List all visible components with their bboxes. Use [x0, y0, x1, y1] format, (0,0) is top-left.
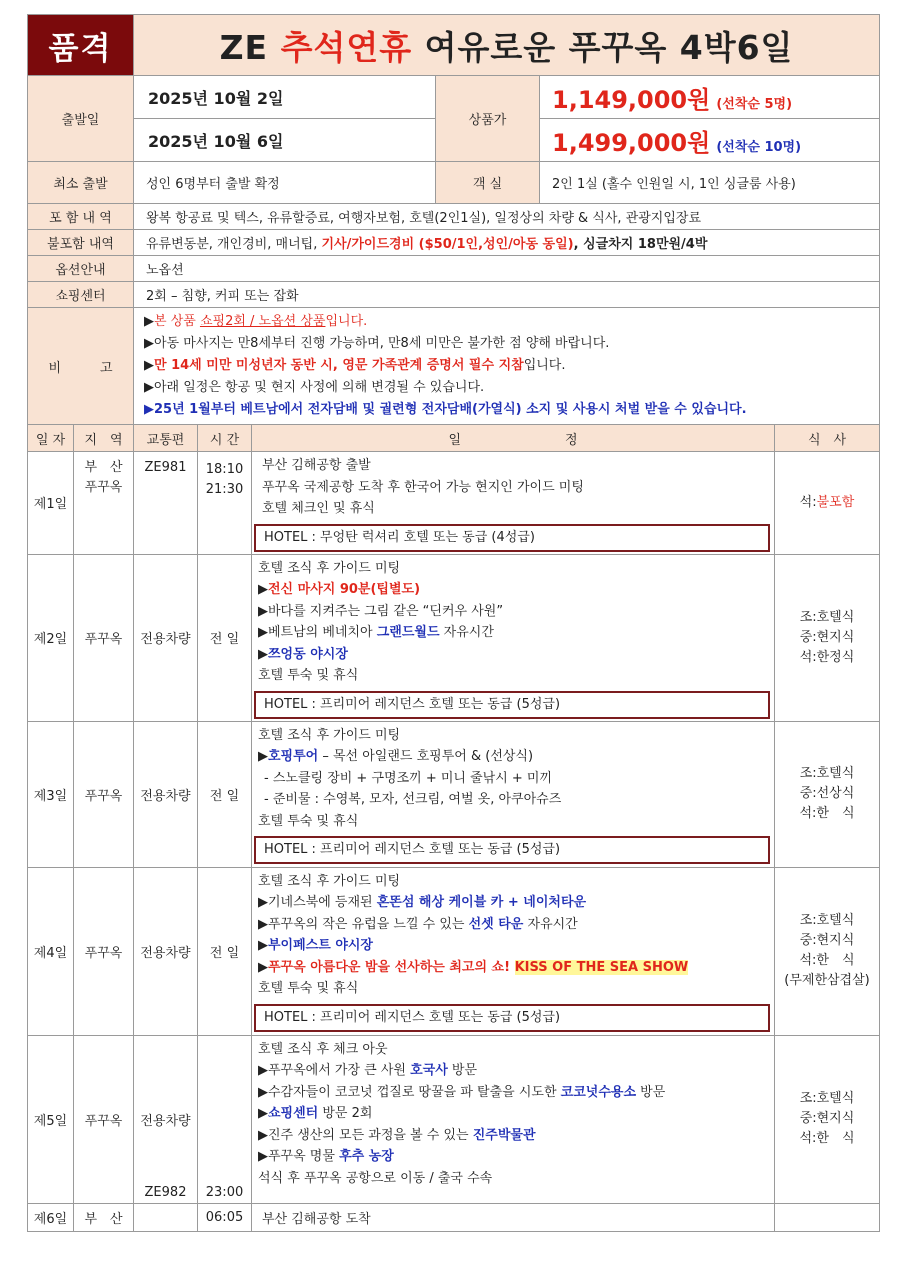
table-row	[28, 1035, 880, 1203]
day-6-transport	[134, 1203, 198, 1231]
day-6-region: 부 산	[74, 1203, 134, 1231]
exclude-label: 불포함 내역	[28, 230, 134, 256]
day-1-transport: ZE981	[134, 452, 198, 555]
col-header-region: 지 역	[74, 425, 134, 452]
day-4-show-highlight: KISS OF THE SEA SHOW	[514, 959, 689, 975]
day-6-label: 제6일	[28, 1203, 74, 1231]
day-5-line-3-a: ▶수감자들이 코코넛 껍질로 땅꿀을 파 탈출을 시도한	[258, 1084, 561, 1100]
price-2	[540, 119, 880, 162]
day-5-meal-1: 조:호텔식	[799, 1091, 855, 1106]
day-2-line-4	[258, 622, 770, 644]
day-4-label: 제4일	[28, 867, 74, 1035]
remarks-block	[134, 308, 880, 425]
day-5-transport	[134, 1035, 198, 1203]
departure-date-1: 2025년 10월 2일	[134, 76, 436, 119]
day-3-line-2	[258, 746, 770, 768]
day-3-transport: 전용차량	[134, 721, 198, 867]
day-2-line-4-a: ▶베트남의 베네치아	[258, 625, 377, 640]
remark-5: ▶25년 1월부터 베트남에서 전자담배 및 궐련형 전자담배(가열식) 소지 및 사용시 처벌 받을 수 있습니다.	[144, 402, 747, 417]
room-value: 2인 1실 (홀수 인원일 시, 1인 싱글룸 사용)	[540, 162, 880, 204]
day-4-line-3-a: ▶푸꾸옥의 작은 유럽을 느낄 수 있는	[258, 916, 469, 932]
day-3-line-3: - 스노클링 장비 + 구명조끼 + 미니 줄낚시 + 미끼	[264, 770, 553, 786]
exclude-text-b: , 싱글차지 18만원/4박	[573, 237, 708, 252]
day-4-line-5-text: 푸꾸옥 아름다운 밤을 선사하는 최고의 쇼!	[268, 959, 515, 975]
day-2-meal-3: 석:한정식	[799, 649, 855, 665]
shopping-label: 쇼핑센터	[28, 282, 134, 308]
price-1-amount: 1,149,000원	[552, 85, 711, 114]
day-4-line-3	[258, 914, 770, 936]
day-5-meals	[775, 1035, 880, 1203]
day-2-region: 푸꾸옥	[74, 554, 134, 721]
day-1-line-1: 부산 김해공항 출발	[262, 458, 371, 473]
day-2-line-5	[258, 644, 770, 666]
day-1-time-2: 21:30	[205, 482, 244, 497]
day-2-line-5-text: 쯔엉동 야시장	[268, 646, 348, 662]
day-3-line-2-bullet: ▶	[258, 749, 268, 764]
day-3-hotel: HOTEL : 프리미어 레지던스 호텔 또는 동급 (5성급)	[254, 836, 770, 864]
day-2-line-2-bullet: ▶	[258, 582, 268, 597]
remark-2: ▶아동 마사지는 만8세부터 진행 가능하며, 만8세 미만은 불가한 점 양해 바랍니다.	[144, 336, 610, 351]
title-highlight: 추석연휴	[280, 27, 413, 67]
day-2-line-3: ▶바다를 지켜주는 그림 같은 “딘커우 사원”	[258, 603, 504, 619]
day-3-region: 푸꾸옥	[74, 721, 134, 867]
day-5-line-1: 호텔 조식 후 체크 아웃	[258, 1041, 388, 1057]
option-label: 옵션안내	[28, 256, 134, 282]
day-4-region: 푸꾸옥	[74, 867, 134, 1035]
day-3-meal-1: 조:호텔식	[799, 766, 855, 781]
day-3-meal-2: 중:선상식	[799, 786, 855, 801]
page-title	[134, 15, 880, 76]
day-2-line-1: 호텔 조식 후 가이드 미팅	[258, 560, 401, 576]
day-3-line-2-c: – 목선 아일랜드 호핑투어 & (선상식)	[318, 749, 534, 764]
col-header-time: 시 간	[198, 425, 252, 452]
itinerary-sheet	[27, 14, 879, 1232]
exclude-text-a: 유류변동분, 개인경비, 매너팁,	[146, 237, 322, 252]
day-5-transport-1: 전용차량	[140, 1113, 191, 1129]
day-4-hotel: HOTEL : 프리미어 레지던스 호텔 또는 동급 (5성급)	[254, 1004, 770, 1032]
min-departure-value: 성인 6명부터 출발 확정	[134, 162, 436, 204]
day-6-schedule: 부산 김해공항 도착	[252, 1203, 775, 1231]
day-2-line-2	[258, 579, 770, 601]
day-5-line-4	[258, 1103, 770, 1125]
remark-3	[144, 355, 869, 377]
day-1-region	[74, 452, 134, 555]
remark-3-end: 입니다.	[523, 358, 566, 373]
day-5-meal-3: 석:한 식	[799, 1131, 855, 1146]
day-1-time	[198, 452, 252, 555]
day-4-line-4-bullet: ▶	[258, 938, 268, 953]
day-2-time: 전 일	[198, 554, 252, 721]
day-5-line-3-c: 방문	[636, 1084, 666, 1100]
day-3-label: 제3일	[28, 721, 74, 867]
schedule-table	[27, 424, 880, 1232]
day-4-line-5-bullet: ▶	[258, 959, 268, 975]
table-row	[28, 554, 880, 721]
table-row	[28, 721, 880, 867]
day-1-schedule	[252, 452, 775, 555]
price-1	[540, 76, 880, 119]
remark-1-bullet: ▶	[144, 314, 154, 329]
day-5-line-7: 석식 후 푸꾸옥 공항으로 이동 / 출국 수속	[258, 1170, 493, 1186]
day-4-transport: 전용차량	[134, 867, 198, 1035]
day-5-meal-2: 중:현지식	[799, 1111, 855, 1126]
day-3-time: 전 일	[198, 721, 252, 867]
remarks-label: 비 고	[28, 308, 134, 425]
day-5-line-6-a: ▶푸꾸옥 명물	[258, 1149, 340, 1164]
day-1-label: 제1일	[28, 452, 74, 555]
day-5-line-2	[258, 1060, 770, 1082]
day-5-transport-2: ZE982	[144, 1184, 187, 1200]
day-4-meal-2: 중:현지식	[799, 933, 855, 948]
day-5-line-5	[258, 1125, 770, 1147]
day-5-line-6-b: 후추 농장	[339, 1149, 394, 1164]
day-4-meal-1: 조:호텔식	[799, 913, 855, 928]
day-5-line-6	[258, 1146, 770, 1168]
day-4-time: 전 일	[198, 867, 252, 1035]
day-3-line-1: 호텔 조식 후 가이드 미팅	[258, 727, 401, 743]
day-4-line-2-a: ▶기네스북에 등재된	[258, 895, 377, 910]
remark-1-text: 본 상품	[154, 314, 200, 329]
info-table	[27, 14, 880, 425]
col-header-schedule: 일 정	[252, 425, 775, 452]
day-5-line-4-b: 쇼핑센터	[268, 1106, 319, 1121]
day-4-schedule	[252, 867, 775, 1035]
day-6-meals	[775, 1203, 880, 1231]
day-4-line-4-text: 부이페스트 야시장	[268, 938, 373, 953]
departure-label: 출발일	[28, 76, 134, 162]
day-1-line-2: 푸꾸옥 국제공항 도착 후 한국어 가능 현지인 가이드 미팅	[262, 479, 584, 495]
day-4-line-1: 호텔 조식 후 가이드 미팅	[258, 873, 401, 889]
day-2-schedule	[252, 554, 775, 721]
remark-1-end: 입니다.	[325, 314, 368, 329]
remark-4: ▶아래 일정은 항공 및 현지 사정에 의해 변경될 수 있습니다.	[144, 380, 485, 395]
day-1-time-1: 18:10	[205, 462, 244, 477]
day-4-line-5	[258, 957, 770, 979]
day-2-line-5-bullet: ▶	[258, 646, 268, 662]
day-1-line-3: 호텔 체크인 및 휴식	[262, 501, 375, 516]
day-4-line-2-b: 혼똔섬 해상 케이블 카 + 네이처타운	[376, 895, 587, 910]
day-4-line-3-c: 자유시간	[523, 916, 578, 932]
table-row	[28, 1203, 880, 1231]
day-4-meals	[775, 867, 880, 1035]
day-3-line-5: 호텔 투숙 및 휴식	[258, 813, 359, 829]
day-4-meal-4: (무제한삼겹살)	[784, 973, 870, 988]
day-1-meal-label: 석:	[799, 494, 817, 510]
day-5-line-5-a: ▶진주 생산의 모든 과정을 볼 수 있는	[258, 1127, 473, 1143]
day-5-region: 푸꾸옥	[74, 1035, 134, 1203]
day-4-meal-3: 석:한 식	[799, 953, 855, 968]
day-5-schedule	[252, 1035, 775, 1203]
col-header-transport: 교통편	[134, 425, 198, 452]
shopping-value: 2회 – 침향, 커피 또는 잡화	[134, 282, 880, 308]
day-2-label: 제2일	[28, 554, 74, 721]
day-1-meals	[775, 452, 880, 555]
day-2-meals	[775, 554, 880, 721]
title-suffix: 여유로운 푸꾸옥 4박6일	[424, 27, 794, 67]
departure-date-2: 2025년 10월 6일	[134, 119, 436, 162]
day-5-line-4-a: ▶	[258, 1106, 268, 1121]
day-2-line-6: 호텔 투숙 및 휴식	[258, 668, 359, 683]
day-2-transport: 전용차량	[134, 554, 198, 721]
table-row	[28, 452, 880, 555]
day-2-hotel: HOTEL : 프리미어 레지던스 호텔 또는 동급 (5성급)	[254, 691, 770, 719]
day-1-region-2: 푸꾸옥	[84, 480, 123, 495]
day-2-line-2-text: 전신 마사지 90분(팁별도)	[268, 582, 421, 597]
day-3-line-4: - 준비물 : 수영복, 모자, 선크림, 여벌 옷, 아쿠아슈즈	[264, 792, 562, 807]
day-2-meal-1: 조:호텔식	[799, 609, 855, 625]
day-2-line-4-c: 자유시간	[439, 625, 494, 640]
day-1-hotel: HOTEL : 무엉탄 럭셔리 호텔 또는 동급 (4성급)	[254, 524, 770, 552]
day-3-meal-3: 석:한 식	[799, 806, 855, 821]
day-5-line-2-a: ▶푸꾸옥에서 가장 큰 사원	[258, 1063, 411, 1078]
price-2-note: (선착순 10명)	[716, 139, 802, 155]
exclude-value	[134, 230, 880, 256]
col-header-meals: 식 사	[775, 425, 880, 452]
day-3-line-2-b: 호핑투어	[268, 749, 319, 764]
day-5-label: 제5일	[28, 1035, 74, 1203]
table-row	[28, 867, 880, 1035]
room-label: 객 실	[436, 162, 540, 204]
day-5-line-5-b: 진주박물관	[472, 1127, 536, 1143]
remark-3-bold: 만 14세 미만 미성년자 동반 시, 영문 가족관계 증명서 필수 지참	[154, 358, 524, 373]
day-3-schedule	[252, 721, 775, 867]
remark-3-bullet: ▶	[144, 358, 154, 373]
option-value: 노옵션	[134, 256, 880, 282]
include-label: 포 함 내 역	[28, 204, 134, 230]
day-1-meal-value: 불포함	[816, 494, 855, 510]
remark-1-underlined: 쇼핑2회 / 노옵션 상품	[199, 314, 326, 329]
day-2-meal-2: 중:현지식	[799, 629, 855, 645]
day-5-line-4-c: 방문 2회	[318, 1106, 373, 1121]
min-departure-label: 최소 출발	[28, 162, 134, 204]
exclude-text-red: 기사/가이드경비 ($50/1인,성인/아동 동일)	[321, 237, 574, 252]
remark-1	[144, 311, 869, 333]
day-1-region-1: 부 산	[84, 460, 123, 475]
price-2-amount: 1,499,000원	[552, 128, 711, 157]
title-prefix: ZE	[219, 27, 269, 67]
day-6-time: 06:05	[198, 1203, 252, 1231]
day-5-line-3-b: 코코넛수용소	[560, 1084, 637, 1100]
day-5-line-3	[258, 1082, 770, 1104]
col-header-day: 일 자	[28, 425, 74, 452]
day-4-line-3-b: 선셋 타운	[468, 916, 524, 932]
day-4-line-6: 호텔 투숙 및 휴식	[258, 981, 359, 996]
day-3-meals	[775, 721, 880, 867]
include-value: 왕복 항공료 및 텍스, 유류할증료, 여행자보험, 호텔(2인1실), 일정상의 차량 & 식사, 관광지입장료	[134, 204, 880, 230]
day-5-line-2-c: 방문	[447, 1063, 478, 1078]
grade-badge: 품격	[28, 15, 134, 76]
day-4-line-4	[258, 935, 770, 957]
day-2-line-4-b: 그랜드월드	[376, 625, 440, 640]
day-5-line-2-b: 호국사	[410, 1063, 448, 1078]
price-1-note: (선착순 5명)	[716, 96, 793, 112]
day-4-line-2	[258, 892, 770, 914]
price-label: 상품가	[436, 76, 540, 162]
day-5-time: 23:00	[198, 1035, 252, 1203]
